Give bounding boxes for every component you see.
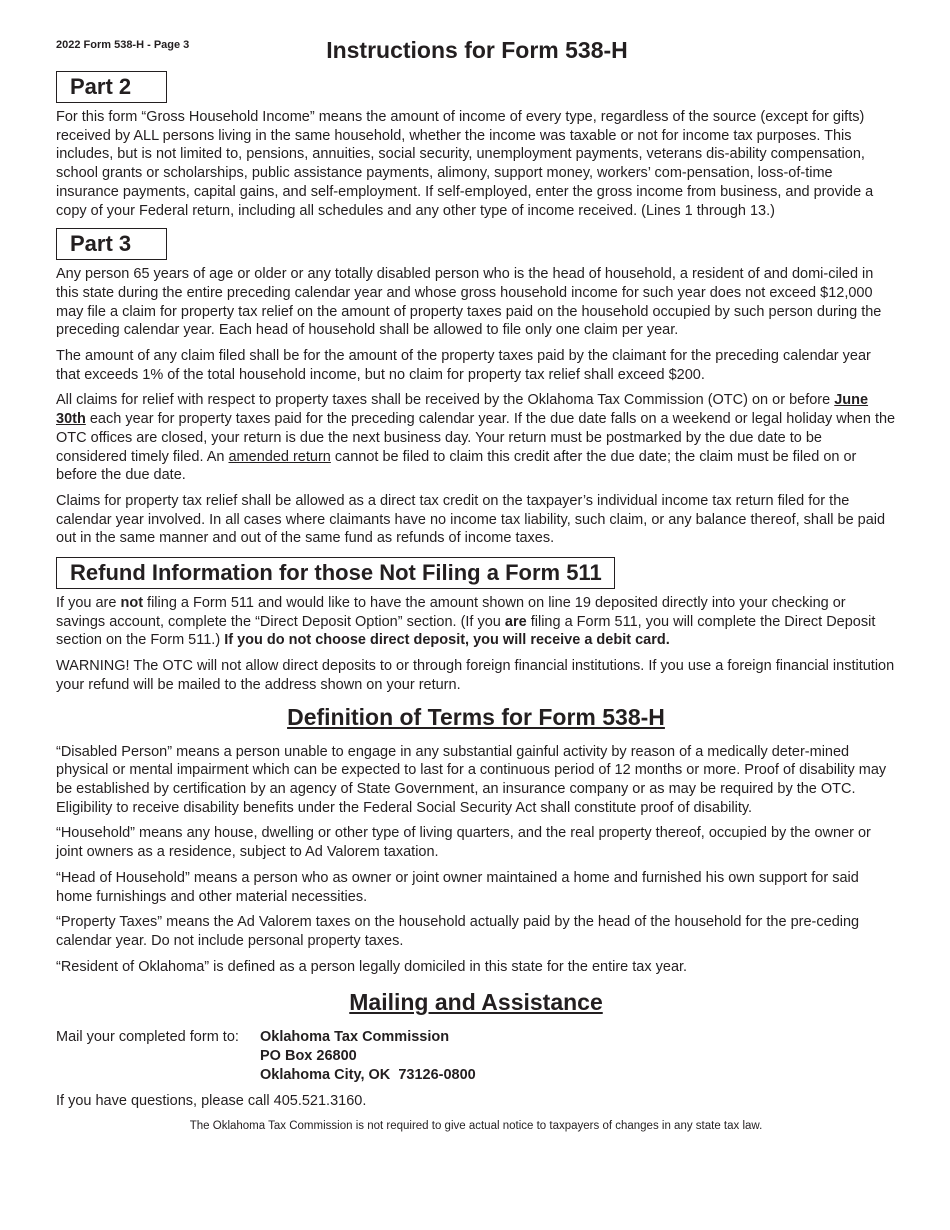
text-run: cannot be filed to claim this credit after the due date; the claim must be filed on or before the due date. bbox=[56, 448, 857, 484]
mailing-heading: Mailing and Assistance bbox=[349, 989, 603, 1016]
refund-warning: WARNING! The OTC will not allow direct deposits to or through foreign financial institutions. If you use a foreign financial institution your refund will be mailed to the address shown on your return. bbox=[56, 658, 895, 693]
mailing-address-block bbox=[56, 1028, 896, 1084]
part3-paragraph-3 bbox=[56, 391, 896, 485]
part3-heading: Part 3 bbox=[56, 228, 167, 260]
refund-paragraph-1 bbox=[56, 594, 896, 650]
due-date: June 30th bbox=[56, 392, 869, 428]
amended-return-term: amended return bbox=[228, 448, 331, 465]
address-line: Oklahoma City, OK 73126-0800 bbox=[260, 1066, 476, 1083]
definition-head-of-household: “Head of Household” means a person who as owner or joint owner maintained a home and furnished his own support for said home furnishings and other material necessities. bbox=[56, 869, 859, 905]
text-run: each year for property taxes paid for the preceding calendar year. If the due date falls on a weekend or legal holiday when the OTC offices are closed, your return is due the next business day. Your return must be postmarked by the due date to be considered timely filed. An bbox=[56, 411, 896, 465]
definitions-heading: Definition of Terms for Form 538-H bbox=[287, 703, 665, 730]
debit-card-notice: If you do not choose direct deposit, you will receive a debit card. bbox=[224, 632, 670, 649]
text-run: If you are bbox=[56, 595, 121, 612]
text-run: filing a Form 511 and would like to have the amount shown on line 19 deposited directly into your checking or savings account, complete the “Direct Deposit Option” section. (If you bbox=[56, 595, 846, 630]
definition-property-taxes: “Property Taxes” means the Ad Valorem taxes on the household actually paid by the head of the household for the pre-ceding calendar year. Do not include personal property taxes. bbox=[56, 914, 860, 949]
phone-assistance: If you have questions, please call 405.521.3160. bbox=[56, 1093, 367, 1110]
footer-note: The Oklahoma Tax Commission is not required to give actual notice to taxpayers of changes in any state tax law. bbox=[189, 1120, 763, 1133]
document-page bbox=[56, 32, 896, 1132]
page-header bbox=[56, 32, 896, 68]
text-run: filing a Form 511, you will complete the Direct Deposit section on the Form 511.) bbox=[56, 613, 876, 649]
address-line: Oklahoma Tax Commission bbox=[260, 1029, 450, 1046]
definition-household: “Household” means any house, dwelling or other type of living quarters, and the real property thereof, occupied by the owner or joint owners as a residence, subject to Ad Valorem taxation. bbox=[56, 825, 871, 861]
part2-heading: Part 2 bbox=[56, 71, 167, 103]
address-line: PO Box 26800 bbox=[260, 1048, 357, 1065]
definition-disabled-person: “Disabled Person” means a person unable to engage in any substantial gainful activity by reason of a medically deter-mined physical or mental impairment which can be expected to last for a continuous period of 12 months or more. Proof of disability may be established by certification by an agency of State Government, an insurance company or as may be required by the OTC. Eligibility to receive disability benefits under the Federal Social Security Act shall constitute proof of disability. bbox=[56, 743, 887, 816]
form-page-id: 2022 Form 538-H - Page 3 bbox=[56, 39, 190, 51]
part3-paragraph-1: Any person 65 years of age or older or any totally disabled person who is the head of household, a resident of and domi-ciled in this state during the entire preceding calendar year and whose gross household income for such year does not exceed $12,000 may file a claim for property tax relief on the amount of property taxes paid on the household occupied by such person during the preceding calendar year. Each head of household shall be allowed to file only one claim per year. bbox=[56, 266, 882, 339]
emphasis-are: are bbox=[504, 613, 527, 630]
part2-paragraph: For this form “Gross Household Income” means the amount of income of every type, regardless of the source (except for gifts) received by ALL persons living in the same household, whether the income was taxable or not for income tax purposes. This includes, but is not limited to, pensions, annuities, social security, unemployment payments, veterans dis-ability compensation, school grants or scholarships, public assistance payments, alimony, support money, workers’ com-pensation, loss-of-time insurance payments, capital gains, and self-employment. If self-employed, enter the gross income from business, and provide a copy of your Federal return, including all schedules and any other type of income received. (Lines 1 through 13.) bbox=[56, 109, 874, 219]
mailing-address bbox=[260, 1028, 476, 1084]
part3-paragraph-4: Claims for property tax relief shall be allowed as a direct tax credit on the taxpayer’s individual income tax return filed for the calendar year involved. In all cases where claimants have no income tax liability, such claim, or any balance thereof, shall be paid out in the same manner and out of the same fund as refunds of income taxes. bbox=[56, 492, 886, 547]
part3-paragraph-2: The amount of any claim filed shall be for the amount of the property taxes paid by the claimant for the preceding calendar year that exceeds 1% of the total household income, but no claim for property tax relief shall exceed $200. bbox=[56, 348, 871, 383]
definition-resident: “Resident of Oklahoma” is defined as a person legally domiciled in this state for the entire tax year. bbox=[56, 958, 688, 975]
mailing-label: Mail your completed form to: bbox=[56, 1029, 239, 1046]
emphasis-not: not bbox=[120, 595, 144, 612]
text-run: All claims for relief with respect to property taxes shall be received by the Oklahoma Tax Commission (OTC) on or before bbox=[56, 392, 835, 409]
page-title: Instructions for Form 538-H bbox=[326, 37, 628, 63]
refund-heading: Refund Information for those Not Filing a Form 511 bbox=[56, 557, 615, 589]
